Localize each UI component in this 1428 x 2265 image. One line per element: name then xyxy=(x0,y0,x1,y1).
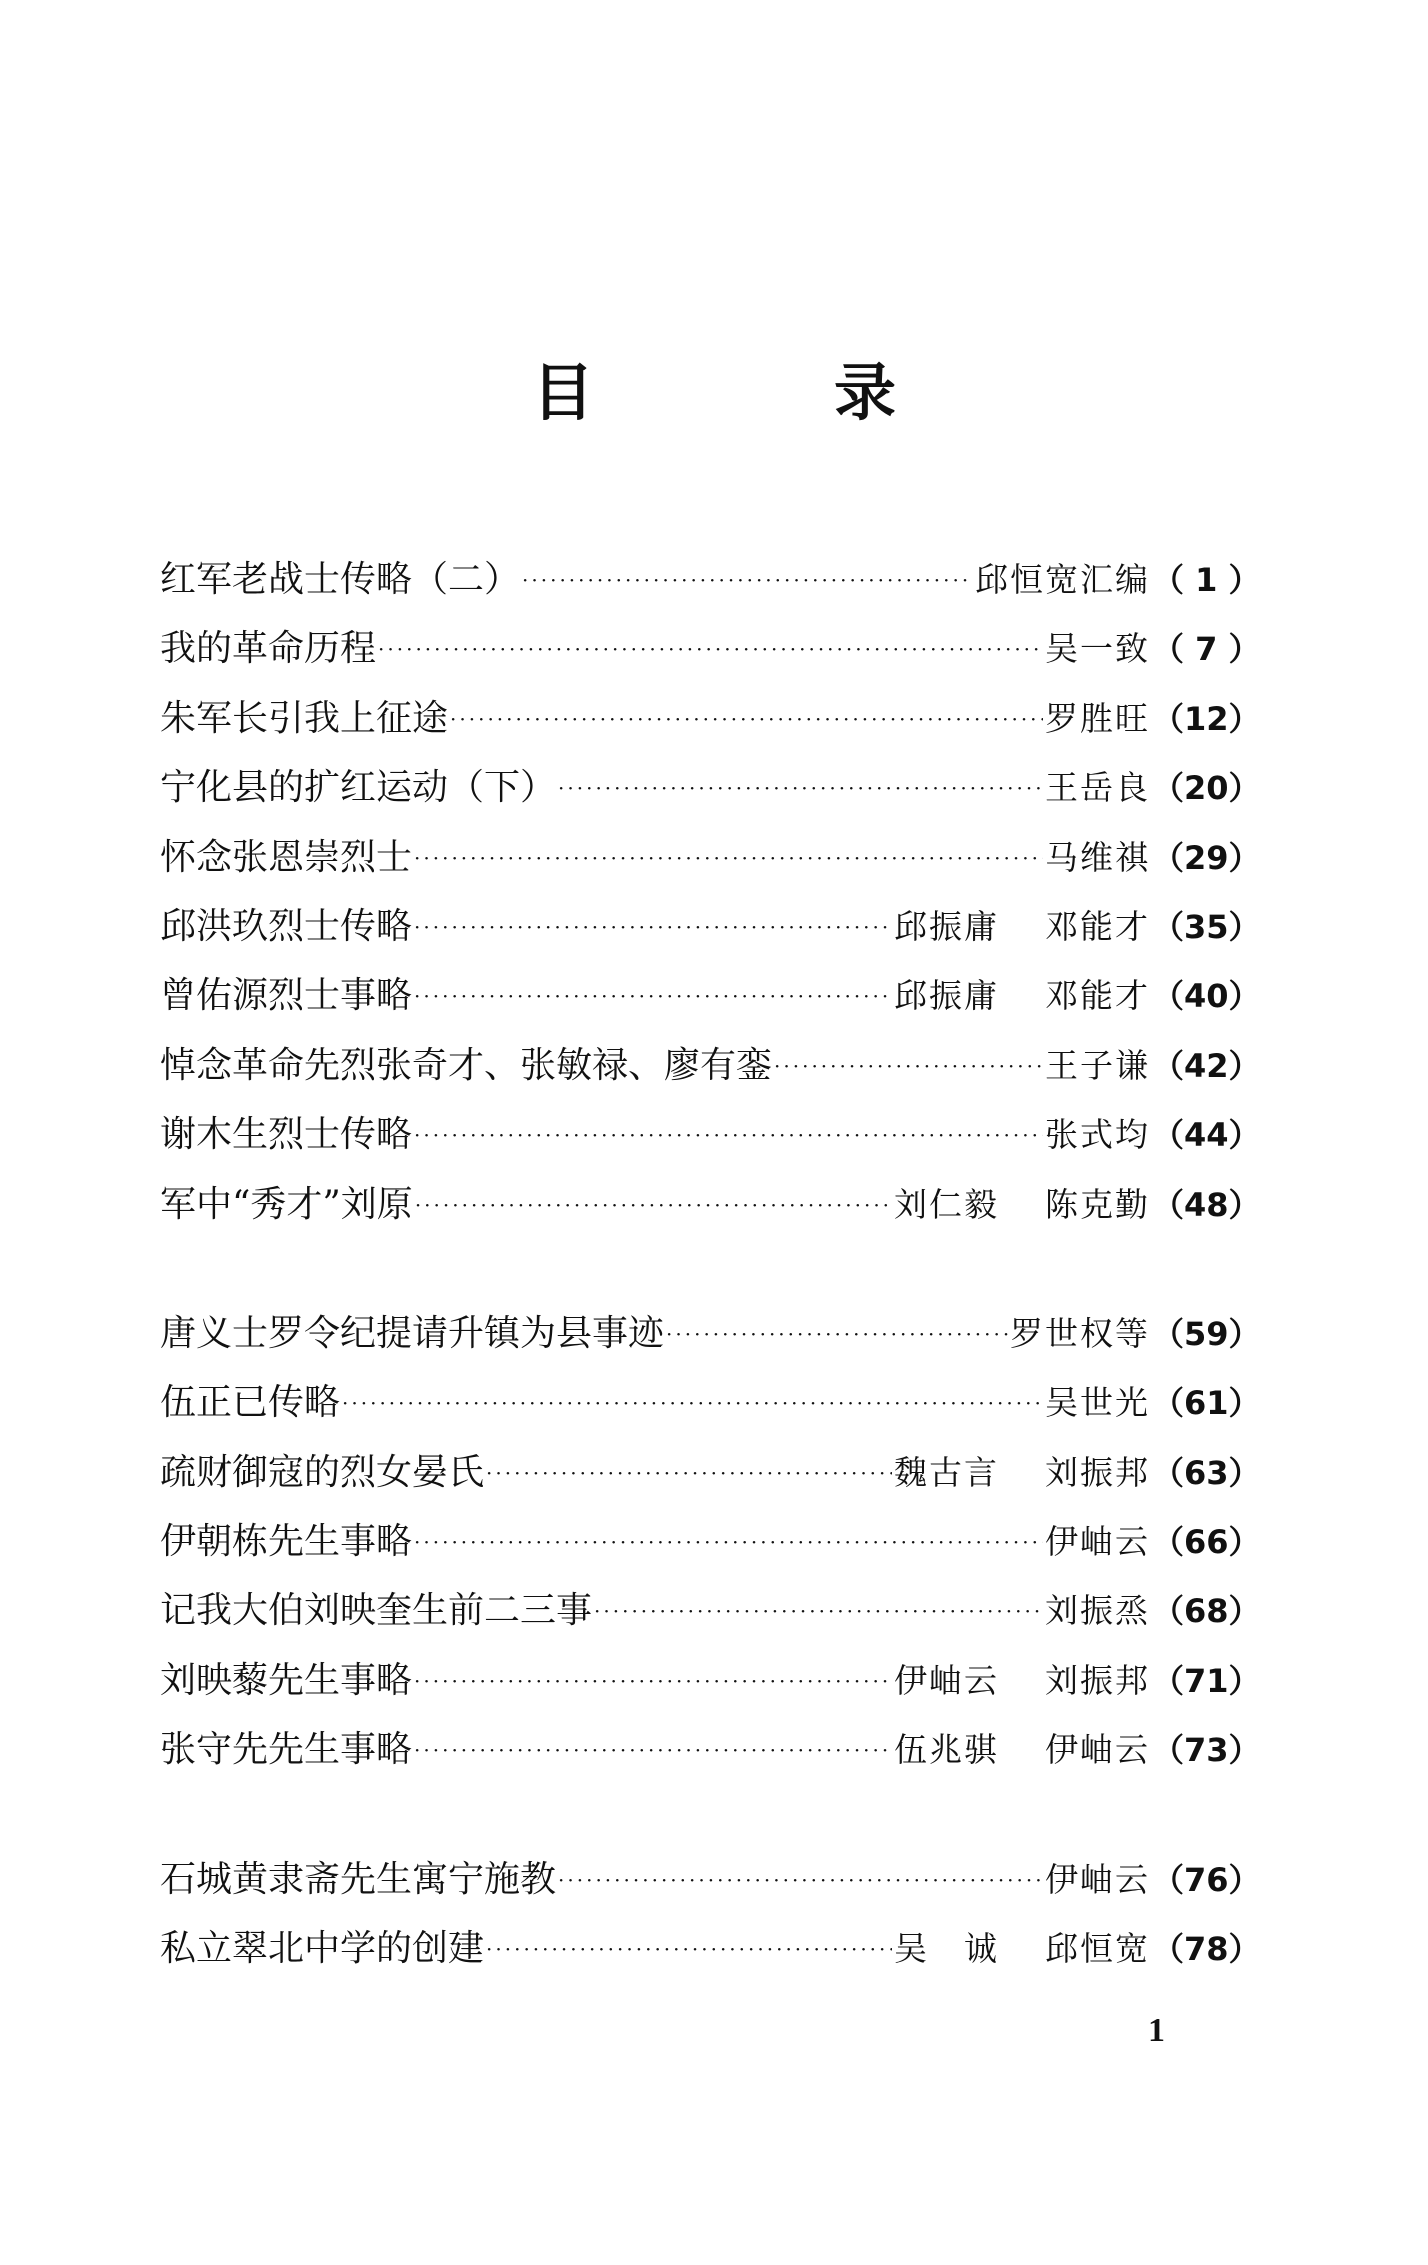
entry-author: 罗世权等 xyxy=(1010,1313,1150,1353)
toc-entry[interactable] xyxy=(160,1170,1270,1239)
entry-author: 吴一致 xyxy=(1045,629,1150,669)
leader-dots xyxy=(414,893,892,962)
entry-author: 伊岫云 xyxy=(1045,1522,1150,1562)
entry-author: 邱振庸 xyxy=(894,906,999,946)
entry-author: 吴世光 xyxy=(1045,1383,1150,1423)
page-number: 1 xyxy=(1148,2012,1165,2049)
leader-dots xyxy=(450,685,1043,754)
entry-author: 邱恒宽 xyxy=(1045,1929,1150,1969)
entry-page-number: （59） xyxy=(1152,1314,1261,1353)
entry-page-number: （ 7 ） xyxy=(1152,630,1261,669)
entry-title: 怀念张恩崇烈士 xyxy=(160,836,413,878)
entry-author: 伍兆骐 xyxy=(894,1730,999,1770)
group-spacer xyxy=(160,1785,1270,1845)
entry-title: 唐义士罗令纪提请升镇为县事迹 xyxy=(160,1312,665,1354)
entry-title: 疏财御寇的烈女晏氏 xyxy=(160,1451,485,1493)
toc-entry[interactable] xyxy=(160,545,1270,614)
entry-page-number: （ 1 ） xyxy=(1152,561,1261,599)
entry-title: 记我大伯刘映奎生前二三事 xyxy=(160,1590,593,1632)
entry-title: 谢木生烈士传略 xyxy=(160,1114,413,1156)
entry-title: 私立翠北中学的创建 xyxy=(160,1928,485,1970)
leader-dots xyxy=(774,1032,1043,1101)
entry-page-number: （12） xyxy=(1152,699,1261,738)
entry-author: 伊岫云 xyxy=(1045,1859,1150,1899)
title-char-1: 目 xyxy=(531,356,594,429)
leader-dots xyxy=(414,824,1043,893)
entry-title: 石城黄隶斋先生寓宁施教 xyxy=(160,1858,557,1900)
entry-author: 刘振烝 xyxy=(1045,1591,1150,1631)
entry-title: 红军老战士传略（二） xyxy=(160,559,521,600)
leader-dots xyxy=(666,1300,1008,1369)
leader-dots xyxy=(558,754,1043,823)
entry-author: 邓能才 xyxy=(1045,976,1150,1016)
entry-page-number: （76） xyxy=(1152,1860,1261,1899)
entry-author: 伊岫云 xyxy=(894,1660,999,1700)
leader-dots xyxy=(414,1101,1043,1170)
toc-entry[interactable] xyxy=(160,1031,1270,1100)
entry-author: 吴 诚 xyxy=(894,1929,999,1969)
entry-page-number: （61） xyxy=(1152,1384,1261,1423)
toc-entry[interactable] xyxy=(160,823,1270,892)
entry-author: 王岳良 xyxy=(1045,768,1150,808)
leader-dots xyxy=(342,1369,1043,1438)
toc-entry[interactable] xyxy=(160,753,1270,822)
toc-entry[interactable] xyxy=(160,1715,1270,1784)
leader-dots xyxy=(415,1171,892,1240)
leader-dots xyxy=(486,1439,892,1508)
toc-entry[interactable] xyxy=(160,1507,1270,1576)
entry-author: 伊岫云 xyxy=(1045,1730,1150,1770)
toc-entry[interactable] xyxy=(160,1576,1270,1645)
leader-dots xyxy=(486,1915,892,1984)
toc-entry[interactable] xyxy=(160,1646,1270,1715)
group-spacer xyxy=(160,1239,1270,1299)
entry-author: 罗胜旺 xyxy=(1045,698,1150,738)
toc-entry[interactable] xyxy=(160,614,1270,683)
toc-entry[interactable] xyxy=(160,1299,1270,1368)
entry-page-number: （66） xyxy=(1152,1523,1261,1562)
entry-page-number: （68） xyxy=(1152,1592,1261,1631)
entry-title: 伊朝栋先生事略 xyxy=(160,1521,413,1563)
entry-author: 邓能才 xyxy=(1045,906,1150,946)
entry-author: 刘振邦 xyxy=(1045,1452,1150,1492)
entry-page-number: （71） xyxy=(1152,1661,1261,1700)
entry-page-number: （48） xyxy=(1152,1185,1261,1224)
entry-author: 刘振邦 xyxy=(1045,1660,1150,1700)
leader-dots xyxy=(522,546,973,615)
entry-page-number: （73） xyxy=(1152,1731,1261,1770)
entry-author: 王子谦 xyxy=(1045,1045,1150,1085)
entry-title: 张守先先生事略 xyxy=(160,1729,413,1771)
leader-dots xyxy=(414,1647,892,1716)
entry-title: 曾佑源烈士事略 xyxy=(160,975,413,1017)
leader-dots xyxy=(414,1716,892,1785)
page-title xyxy=(0,356,1428,429)
entry-title: 邱洪玖烈士传略 xyxy=(160,905,413,947)
entry-page-number: （44） xyxy=(1152,1116,1261,1155)
entry-title: 伍正已传略 xyxy=(160,1382,341,1424)
toc-entry[interactable] xyxy=(160,961,1270,1030)
toc-entry[interactable] xyxy=(160,1914,1270,1983)
entry-page-number: （20） xyxy=(1152,769,1261,808)
entry-author: 刘仁毅 xyxy=(894,1184,999,1224)
entry-title: 朱军长引我上征途 xyxy=(160,697,449,739)
leader-dots xyxy=(414,1508,1043,1577)
entry-page-number: （42） xyxy=(1152,1046,1261,1085)
toc-entry[interactable] xyxy=(160,1100,1270,1169)
entry-page-number: （40） xyxy=(1152,977,1261,1016)
entry-author: 邱恒宽汇编 xyxy=(975,560,1150,599)
entry-title: 我的革命历程 xyxy=(160,628,377,670)
entry-author: 陈克勤 xyxy=(1045,1184,1150,1224)
entry-title: 悼念革命先烈张奇才、张敏禄、廖有銮 xyxy=(160,1044,773,1086)
entry-author: 马维祺 xyxy=(1045,837,1150,877)
entry-author: 邱振庸 xyxy=(894,976,999,1016)
entry-author: 魏古言 xyxy=(894,1452,999,1492)
toc-entry[interactable] xyxy=(160,1368,1270,1437)
entry-title: 宁化县的扩红运动（下） xyxy=(160,767,557,809)
leader-dots xyxy=(558,1846,1043,1915)
entry-page-number: （63） xyxy=(1152,1453,1261,1492)
toc-entry[interactable] xyxy=(160,892,1270,961)
leader-dots xyxy=(414,962,892,1031)
leader-dots xyxy=(378,615,1043,684)
entry-page-number: （35） xyxy=(1152,907,1261,946)
table-of-contents xyxy=(160,545,1270,1983)
title-char-2: 录 xyxy=(834,356,897,429)
leader-dots xyxy=(594,1577,1043,1646)
toc-entry[interactable] xyxy=(160,684,1270,753)
entry-author: 张式均 xyxy=(1045,1115,1150,1155)
toc-entry[interactable] xyxy=(160,1845,1270,1914)
entry-title: 刘映藜先生事略 xyxy=(160,1659,413,1701)
entry-page-number: （78） xyxy=(1152,1930,1261,1969)
toc-entry[interactable] xyxy=(160,1438,1270,1507)
entry-title: 军中“秀才”刘原 xyxy=(160,1183,413,1225)
entry-page-number: （29） xyxy=(1152,838,1261,877)
